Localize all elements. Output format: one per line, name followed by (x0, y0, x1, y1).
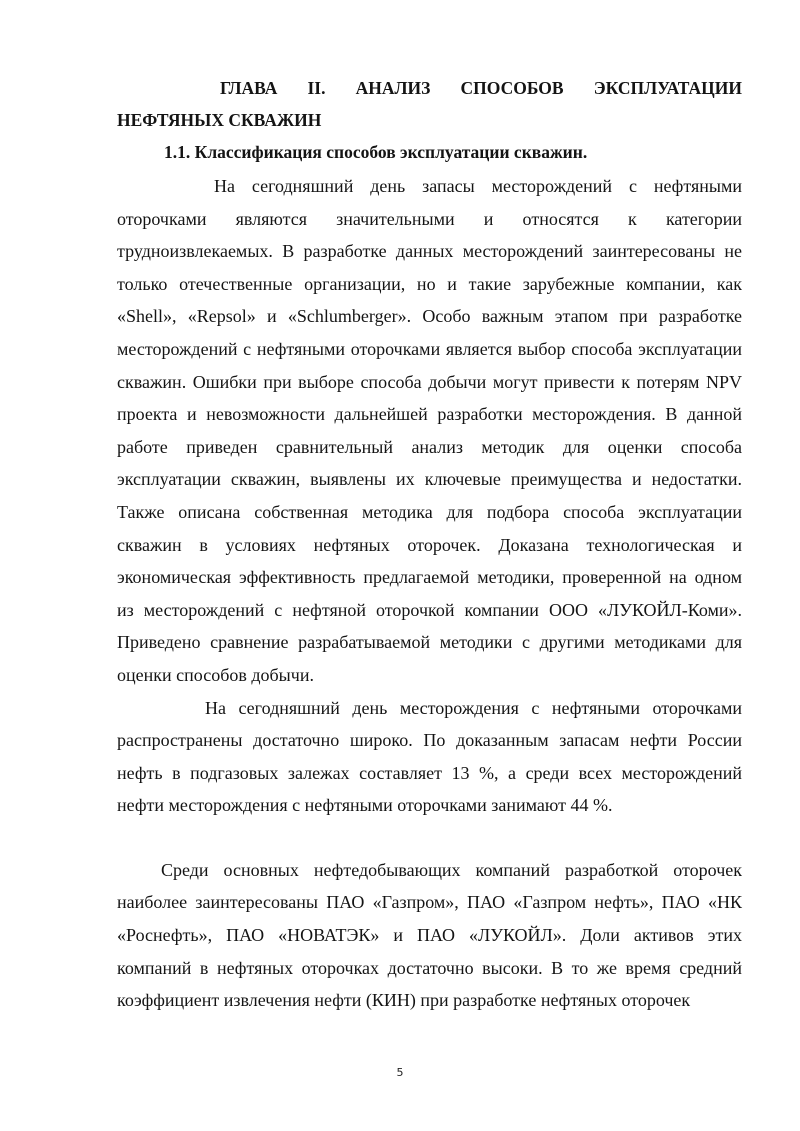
paragraph-1: На сегодняшний день запасы месторождений с нефтяными оторочками являются значительными и относятся к категории трудноизвлекаемых. В разработке данных месторождений заинтересованы не только отечественные организации, но и такие зарубежные компании, как «Shell», «Repsol» и «Schlumberger». Особо важным этапом при разработке месторождений с нефтяными оторочками является выбор способа эксплуатации скважин. Ошибки при выборе способа добычи могут привести к потерям NPV проекта и невозможности дальнейшей разработки месторождения. В данной работе приведен сравнительный анализ методик для оценки способа эксплуатации скважин, выявлены их ключевые преимущества и недостатки. Также описана собственная методика для подбора способа эксплуатации скважин в условиях нефтяных оторочек. Доказана технологическая и экономическая эффективность предлагаемой методики, проверенной на одном из месторождений с нефтяной оторочкой компании ООО «ЛУКОЙЛ-Коми». Приведено сравнение разрабатываемой методики с другими методиками для оценки способов добычи. (117, 176, 742, 685)
document-page (117, 72, 742, 1017)
page-number: 5 (396, 1066, 404, 1079)
paragraph-3: Среди основных нефтедобывающих компаний разработкой оторочек наиболее заинтересованы ПАО «Газпром», ПАО «Газпром нефть», ПАО «НК «Роснефть», ПАО «НОВАТЭК» и ПАО «ЛУКОЙЛ». Доли активов этих компаний в нефтяных оторочках достаточно высоки. В то же время средний коэффициент извлечения нефти (КИН) при разработке нефтяных оторочек (117, 859, 742, 1011)
section-title: 1.1. Классификация способов эксплуатации скважин. (164, 142, 588, 162)
paragraph-2: На сегодняшний день месторождения с нефтяными оторочками распространены достаточно широко. По доказанным запасам нефти России нефть в подгазовых залежах составляет 13 %, а среди всех месторождений нефти месторождения с нефтяными оторочками занимают 44 %. (117, 697, 742, 816)
chapter-title: ГЛАВА II. АНАЛИЗ СПОСОБОВ ЭКСПЛУАТАЦИИ НЕФТЯНЫХ СКВАЖИН (117, 78, 742, 130)
